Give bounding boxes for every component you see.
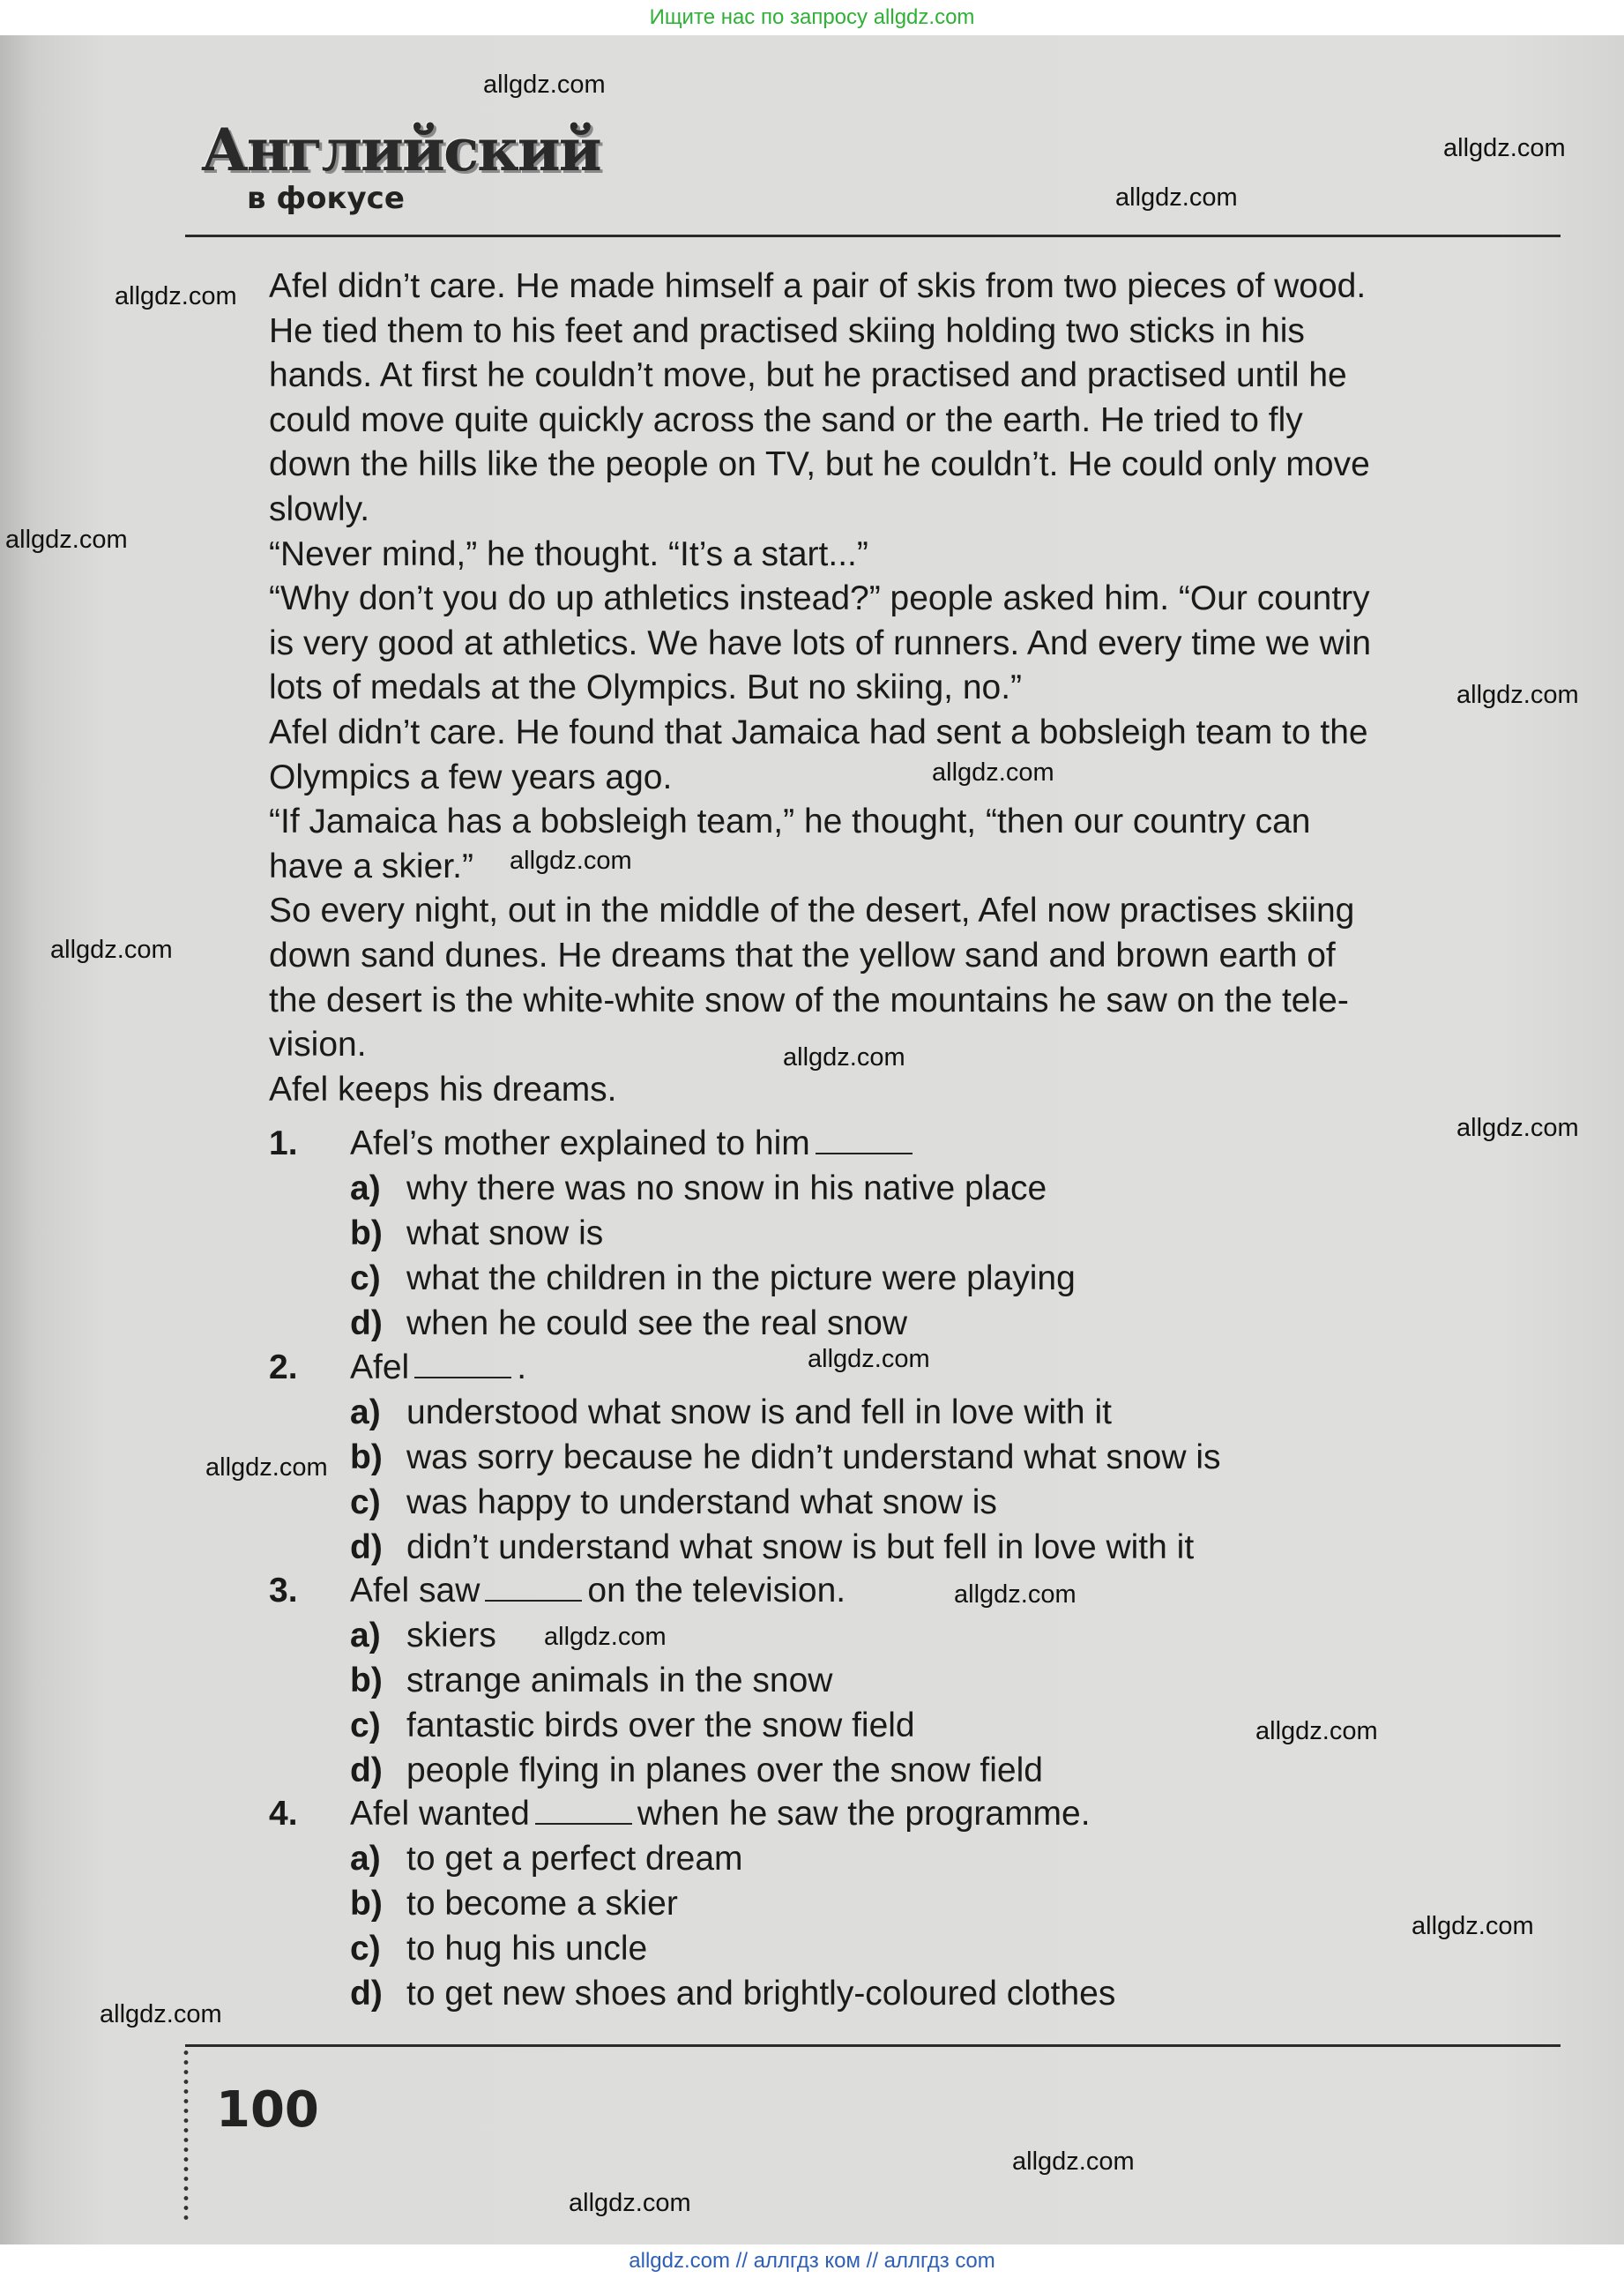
option-b[interactable]: [350, 1882, 678, 1927]
option-letter: a): [350, 1393, 381, 1431]
watermark: allgdz.com: [1443, 134, 1566, 162]
option-text: what the children in the picture were playing: [406, 1259, 1076, 1297]
story-line: could move quite quickly across the sand or the earth. He tried to fly: [269, 400, 1303, 439]
option-b[interactable]: [350, 1212, 603, 1257]
top-banner[interactable]: [0, 0, 1624, 35]
option-letter: c): [350, 1930, 381, 1968]
story-line: He tied them to his feet and practised skiing holding two sticks in his: [269, 311, 1305, 350]
question-stem: [350, 1346, 526, 1391]
option-text: didn’t understand what snow is but fell in love with it: [406, 1528, 1195, 1566]
option-letter: a): [350, 1840, 381, 1878]
stem-text: Afel’s mother explained to him: [350, 1124, 810, 1162]
watermark: allgdz.com: [50, 936, 173, 964]
story-line: Afel didn’t care. He made himself a pair of skis from two pieces of wood.: [269, 267, 1367, 305]
top-banner-text[interactable]: Ищите нас по запросу allgdz.com: [649, 5, 975, 29]
watermark: allgdz.com: [1012, 2147, 1135, 2176]
watermark: allgdz.com: [954, 1580, 1076, 1609]
watermark: allgdz.com: [205, 1453, 328, 1482]
stem-text: Afel wanted: [350, 1795, 530, 1833]
option-a[interactable]: [350, 1391, 1112, 1436]
option-b[interactable]: [350, 1659, 832, 1704]
stem-text: when he saw the programme.: [637, 1795, 1091, 1833]
option-letter: b): [350, 1214, 383, 1252]
option-text: to hug his uncle: [406, 1930, 648, 1968]
option-text: people flying in planes over the snow field: [406, 1751, 1043, 1789]
story-line: slowly.: [269, 489, 370, 528]
option-d[interactable]: [350, 1302, 907, 1347]
story-line: “Why don’t you do up athletics instead?” people asked him. “Our country: [269, 579, 1370, 618]
option-letter: d): [350, 1304, 383, 1342]
option-letter: b): [350, 1438, 383, 1476]
option-c[interactable]: [350, 1704, 915, 1749]
story-line: the desert is the white-white snow of the mountains he saw on the tele-: [269, 981, 1349, 1019]
option-letter: a): [350, 1617, 381, 1654]
question-stem: [350, 1122, 918, 1167]
option-d[interactable]: [350, 1749, 1043, 1794]
option-a[interactable]: [350, 1837, 743, 1882]
option-text: strange animals in the snow: [406, 1662, 833, 1699]
option-letter: d): [350, 1528, 383, 1566]
question-stem: [350, 1792, 1091, 1837]
story-line: down the hills like the people on TV, but he couldn’t. He could only move: [269, 445, 1370, 484]
option-text: skiers: [406, 1617, 496, 1654]
option-text: to get new shoes and brightly-coloured clothes: [406, 1975, 1116, 2013]
story-line: lots of medals at the Olympics. But no skiing, no.”: [269, 668, 1023, 707]
watermark: allgdz.com: [932, 758, 1054, 787]
story-line: is very good at athletics. We have lots of runners. And every time we win: [269, 624, 1372, 662]
option-c[interactable]: [350, 1257, 1076, 1302]
story-line: So every night, out in the middle of the desert, Afel now practises skiing: [269, 892, 1355, 930]
watermark: allgdz.com: [5, 526, 128, 554]
watermark: allgdz.com: [1255, 1717, 1378, 1745]
option-a[interactable]: [350, 1614, 496, 1659]
watermark: allgdz.com: [483, 71, 606, 99]
option-c[interactable]: [350, 1927, 647, 1972]
option-text: to become a skier: [406, 1885, 678, 1923]
option-letter: b): [350, 1662, 383, 1699]
watermark: allgdz.com: [1115, 183, 1238, 212]
option-text: was sorry because he didn’t understand what snow is: [406, 1438, 1221, 1476]
option-letter: d): [350, 1975, 383, 2013]
story-text: [269, 265, 1561, 1112]
watermark: allgdz.com: [1456, 681, 1579, 709]
story-line: Afel didn’t care. He found that Jamaica had sent a bobsleigh team to the: [269, 713, 1368, 751]
option-letter: c): [350, 1707, 381, 1744]
answer-blank[interactable]: [414, 1348, 511, 1378]
option-letter: a): [350, 1169, 381, 1207]
option-d[interactable]: [350, 1972, 1115, 2017]
option-b[interactable]: [350, 1436, 1221, 1481]
bottom-banner-text[interactable]: allgdz.com // аллгдз ком // аллгдз com: [629, 2249, 995, 2273]
option-text: why there was no snow in his native place: [406, 1169, 1047, 1207]
dotted-margin-line: [183, 2048, 189, 2224]
story-line: “If Jamaica has a bobsleigh team,” he thought, “then our country can: [269, 803, 1311, 841]
watermark: allgdz.com: [510, 847, 632, 875]
answer-blank[interactable]: [816, 1124, 913, 1154]
book-logo: [201, 116, 600, 225]
option-text: fantastic birds over the snow field: [406, 1707, 915, 1744]
logo-title: Английский: [201, 116, 600, 184]
watermark: allgdz.com: [544, 1623, 667, 1651]
option-text: understood what snow is and fell in love with it: [406, 1393, 1112, 1431]
question-number: 1.: [269, 1124, 298, 1162]
watermark: allgdz.com: [569, 2189, 691, 2217]
option-text: to get a perfect dream: [406, 1840, 743, 1878]
stem-text: .: [517, 1348, 527, 1386]
question-number: 2.: [269, 1348, 298, 1386]
footer-rule: [185, 2044, 1561, 2047]
watermark: allgdz.com: [1412, 1912, 1534, 1940]
story-line: down sand dunes. He dreams that the yellow sand and brown earth of: [269, 936, 1336, 975]
watermark: allgdz.com: [783, 1043, 905, 1072]
page-number: 100: [216, 2081, 319, 2139]
option-c[interactable]: [350, 1481, 997, 1526]
option-letter: c): [350, 1259, 381, 1297]
story-line: Olympics a few years ago.: [269, 758, 673, 796]
stem-text: Afel: [350, 1348, 410, 1386]
story-line: vision.: [269, 1026, 367, 1064]
option-text: when he could see the real snow: [406, 1304, 908, 1342]
story-line: Afel keeps his dreams.: [269, 1070, 617, 1109]
stem-text: Afel saw: [350, 1572, 480, 1610]
watermark: allgdz.com: [115, 282, 237, 310]
bottom-banner[interactable]: [0, 2244, 1624, 2278]
story-line: hands. At first he couldn’t move, but he practised and practised until he: [269, 356, 1347, 395]
watermark: allgdz.com: [808, 1345, 930, 1373]
watermark: allgdz.com: [1456, 1114, 1579, 1142]
option-letter: b): [350, 1885, 383, 1923]
story-line: “Never mind,” he thought. “It’s a start...”: [269, 534, 868, 573]
answer-blank[interactable]: [535, 1795, 632, 1825]
option-d[interactable]: [350, 1526, 1194, 1571]
question-number: 3.: [269, 1572, 298, 1610]
watermark: allgdz.com: [100, 2000, 222, 2028]
stem-text: on the television.: [587, 1572, 846, 1610]
question-number: 4.: [269, 1795, 298, 1833]
option-a[interactable]: [350, 1167, 1047, 1212]
option-text: was happy to understand what snow is: [406, 1483, 997, 1521]
question-stem: [350, 1569, 846, 1614]
header-rule: [185, 235, 1561, 237]
option-text: what snow is: [406, 1214, 604, 1252]
story-line: have a skier.”: [269, 847, 473, 885]
answer-blank[interactable]: [485, 1572, 582, 1602]
logo-subtitle: в фокусе: [247, 181, 405, 216]
option-letter: d): [350, 1751, 383, 1789]
option-letter: c): [350, 1483, 381, 1521]
